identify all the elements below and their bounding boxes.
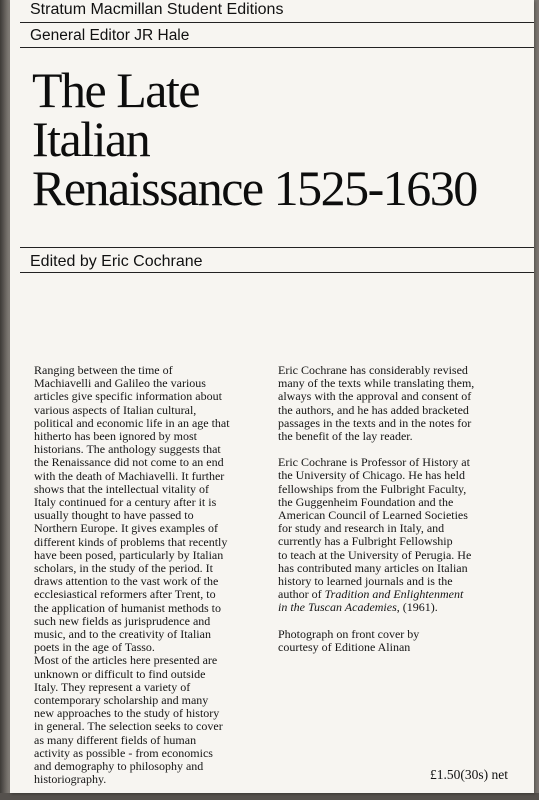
blurb-line: music, and to the creativity of Italian bbox=[34, 627, 211, 642]
blurb-line: articles give specific information about bbox=[34, 389, 222, 404]
blurb-line: political and economic life in an age that bbox=[34, 415, 230, 430]
blurb-line: the Renaissance did not come to an end bbox=[34, 455, 224, 470]
edited-by: Edited by Eric Cochrane bbox=[30, 253, 203, 270]
photo-credit-line: Photograph on front cover by bbox=[278, 626, 420, 641]
blurb-line: Italy continued for a century after it is bbox=[34, 495, 217, 510]
blurb-line: draws attention to the vast work of the bbox=[34, 574, 219, 589]
general-editor: General Editor JR Hale bbox=[30, 27, 190, 44]
author-bio-line bbox=[278, 601, 516, 614]
title-line-3: Renaissance 1525-1630 bbox=[32, 160, 477, 216]
title-line-2: Italian bbox=[32, 111, 150, 167]
revision-note-line: the authors, and he has added bracketed bbox=[278, 402, 469, 417]
blurb-line: Northern Europe. It gives examples of bbox=[34, 521, 218, 536]
publication-year: , (1961). bbox=[396, 600, 438, 615]
blurb-line: as many different fields of human bbox=[34, 732, 197, 747]
blurb-line: with the death of Machiavelli. It further bbox=[34, 468, 225, 483]
title-line-1: The Late bbox=[32, 62, 200, 118]
blurb-line: usually thought to have passed to bbox=[34, 508, 194, 523]
revision-note-line: Eric Cochrane has considerably revised bbox=[278, 363, 468, 377]
blurb-line: unknown or difficult to find outside bbox=[34, 666, 206, 681]
author-bio-line: history to learned journals and is the bbox=[278, 574, 453, 589]
blurb-line: the application of humanist methods to bbox=[34, 600, 221, 615]
blurb-line: in general. The selection seeks to cover bbox=[34, 719, 223, 734]
blurb-line: activity as possible - from economics bbox=[34, 745, 213, 760]
blurb-line: Ranging between the time of bbox=[34, 363, 173, 377]
price: £1.50(30s) net bbox=[430, 767, 508, 782]
revision-note-line: the benefit of the lay reader. bbox=[278, 429, 413, 444]
spine-shadow bbox=[0, 0, 10, 800]
blurb-line: ecclesiastical reformers after Trent, to bbox=[34, 587, 216, 602]
edited-by-rule bbox=[20, 272, 534, 273]
blurb-line: contemporary scholarship and many bbox=[34, 693, 209, 708]
blurb-line: historiography. bbox=[34, 772, 107, 787]
author-of-label: author of bbox=[278, 587, 322, 602]
author-bio-line: currently has a Fulbright Fellowship bbox=[278, 534, 453, 549]
blurb-line: new approaches to the study of history bbox=[34, 706, 220, 721]
blurb-line: hitherto has been ignored by most bbox=[34, 429, 197, 444]
series-name: Stratum Macmillan Student Editions bbox=[30, 1, 284, 18]
photo-credit-line: courtesy of Editione Alinan bbox=[278, 639, 411, 654]
author-bio-line: the Guggenheim Foundation and the bbox=[278, 494, 454, 509]
blurb-line: and demography to philosophy and bbox=[34, 759, 204, 774]
author-bio-line: fellowships from the Fulbright Faculty, bbox=[278, 481, 467, 496]
bottom-edge bbox=[0, 793, 539, 800]
blurb-line: different kinds of problems that recently bbox=[34, 534, 228, 549]
blurb-line: Italy. They represent a variety of bbox=[34, 679, 191, 694]
revision-note-line: passages in the texts and in the notes for bbox=[278, 415, 472, 430]
blurb-line: Machiavelli and Galileo the various bbox=[34, 376, 206, 391]
editor-rule bbox=[20, 47, 534, 48]
blurb-line: scholars, in the study of the period. It bbox=[34, 561, 213, 576]
title-rule bbox=[20, 247, 534, 248]
book-title bbox=[32, 62, 477, 216]
book-title-italic: in the Tuscan Academies bbox=[278, 600, 397, 615]
blurb-line: historians. The anthology suggests that bbox=[34, 442, 221, 457]
blurb-line: have been posed, particularly by Italian bbox=[34, 547, 224, 562]
blurb-right-column bbox=[278, 364, 516, 654]
blurb-line: poets in the age of Tasso. bbox=[34, 640, 155, 655]
blurb-line: Most of the articles here presented are bbox=[34, 653, 218, 668]
author-bio-line: American Council of Learned Societies bbox=[278, 508, 468, 523]
blurb-line: various aspects of Italian cultural, bbox=[34, 402, 197, 417]
top-rule bbox=[20, 22, 534, 23]
blurb-line: shows that the intellectual vitality of bbox=[34, 481, 209, 496]
author-bio-line: has contributed many articles on Italian bbox=[278, 560, 468, 575]
book-title-italic: Tradition and Enlightenment bbox=[324, 587, 464, 602]
revision-note-line: always with the approval and consent of bbox=[278, 389, 472, 404]
author-bio-line: for study and research in Italy, and bbox=[278, 521, 445, 536]
author-bio-line: the University of Chicago. He has held bbox=[278, 468, 465, 483]
blurb-left-column bbox=[34, 364, 272, 787]
book-cover bbox=[10, 0, 534, 793]
blurb-line: such new fields as jurisprudence and bbox=[34, 613, 211, 628]
author-bio-line: to teach at the University of Perugia. He bbox=[278, 547, 472, 562]
revision-note-line: many of the texts while translating them, bbox=[278, 376, 475, 391]
author-bio-line: Eric Cochrane is Professor of History at bbox=[278, 455, 470, 470]
